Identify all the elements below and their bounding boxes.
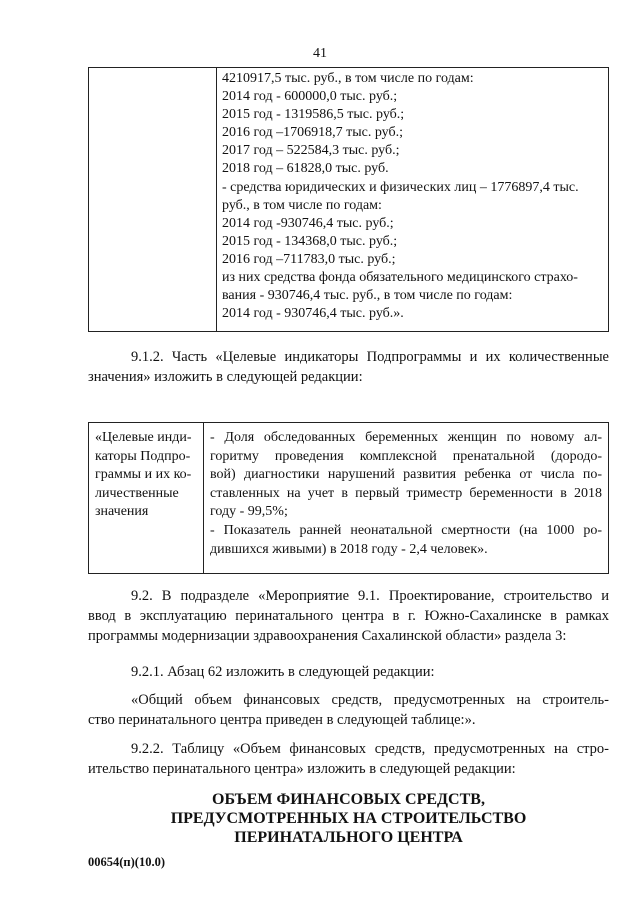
table1-line: 2016 год –711783,0 тыс. руб.; bbox=[222, 251, 396, 267]
table1-line: - средства юридических и физических лиц – 1776897,4 тыс. bbox=[222, 179, 579, 195]
table-row bbox=[89, 423, 609, 574]
table1-line: 2018 год – 61828,0 тыс. руб. bbox=[222, 161, 389, 177]
table1-left-cell bbox=[89, 68, 217, 332]
section-heading bbox=[88, 790, 609, 847]
table1-line: из них средства фонда обязательного медицинского страхо- bbox=[222, 270, 578, 286]
table2-right-line: ставленных на учет в первый триместр беременности в 2018 bbox=[210, 485, 602, 501]
paragraph-line: 9.2. В подразделе «Мероприятие 9.1. Проектирование, строительство и bbox=[131, 588, 609, 604]
table2-right-cell bbox=[204, 423, 609, 574]
table1-line: 4210917,5 тыс. руб., в том числе по годам: bbox=[222, 71, 474, 86]
table1-line: 2014 год - 930746,4 тыс. руб.». bbox=[222, 306, 404, 322]
table1-right-cell bbox=[217, 68, 609, 332]
table1-line: 2014 год - 600000,0 тыс. руб.; bbox=[222, 89, 398, 105]
table2-right-line: - Показатель ранней неонатальной смертности (на 1000 ро- bbox=[210, 522, 602, 538]
paragraph-9-2-1 bbox=[131, 662, 609, 682]
table2-left-line: граммы и их ко- bbox=[95, 467, 192, 483]
table1-line: 2015 год - 134368,0 тыс. руб.; bbox=[222, 233, 398, 249]
page-number: 41 bbox=[313, 46, 327, 61]
table2-right-line: году - 99,5%; bbox=[210, 504, 288, 520]
paragraph-line: 9.2.2. Таблицу «Объем финансовых средств, предусмотренных на стро- bbox=[131, 741, 609, 757]
paragraph-quote bbox=[88, 690, 609, 730]
paragraph-line: программы модернизации здравоохранения Сахалинской области» раздела 3: bbox=[88, 628, 567, 644]
table2-right-line: дившихся живыми) в 2018 году - 2,4 человек». bbox=[210, 541, 488, 557]
table2-left-line: личественные bbox=[95, 485, 179, 501]
table2-left-cell bbox=[89, 423, 204, 574]
paragraph-line: значения» изложить в следующей редакции: bbox=[88, 369, 363, 385]
paragraph-9-2-2 bbox=[88, 739, 609, 779]
table1-line: 2015 год - 1319586,5 тыс. руб.; bbox=[222, 107, 405, 123]
heading-line: ПРЕДУСМОТРЕННЫХ НА СТРОИТЕЛЬСТВО bbox=[170, 810, 527, 827]
table1-line: 2016 год –1706918,7 тыс. руб.; bbox=[222, 125, 403, 141]
paragraph-9-1-2 bbox=[88, 347, 609, 387]
paragraph-line: ство перинатального центра приведен в следующей таблице:». bbox=[88, 712, 476, 728]
financing-table-continuation bbox=[88, 67, 609, 332]
heading-line: ОБЪЕМ ФИНАНСОВЫХ СРЕДСТВ, bbox=[212, 791, 485, 808]
paragraph-line: ительство перинатального центра» изложить в следующей редакции: bbox=[88, 761, 516, 777]
paragraph-line: «Общий объем финансовых средств, предусмотренных на строитель- bbox=[131, 692, 609, 708]
table1-line: 2017 год – 522584,3 тыс. руб.; bbox=[222, 143, 400, 159]
table1-line: вания - 930746,4 тыс. руб., в том числе по годам: bbox=[222, 288, 513, 304]
table1-line: 2014 год -930746,4 тыс. руб.; bbox=[222, 215, 394, 231]
heading-line: ПЕРИНАТАЛЬНОГО ЦЕНТРА bbox=[234, 829, 463, 846]
table-row bbox=[89, 68, 609, 332]
table2-left-line: каторы Подпро- bbox=[95, 448, 191, 464]
paragraph-line: 9.2.1. Абзац 62 изложить в следующей редакции: bbox=[131, 664, 435, 680]
table2-right-line: вой) диагностики нарушений развития ребенка от числа по- bbox=[210, 467, 602, 483]
target-indicators-table bbox=[88, 422, 609, 574]
paragraph-line: ввод в эксплуатацию перинатального центра в г. Южно-Сахалинске в рамках bbox=[88, 608, 609, 624]
table2-left-line: «Целевые инди- bbox=[95, 430, 192, 445]
table2-right-line: горитму проведения комплексной пренатальной (дородо- bbox=[210, 448, 602, 464]
table2-left-line: значения bbox=[95, 504, 149, 520]
table1-line: руб., в том числе по годам: bbox=[222, 197, 382, 213]
paragraph-9-2 bbox=[88, 586, 609, 646]
document-code: 00654(п)(10.0) bbox=[88, 855, 165, 869]
paragraph-line: 9.1.2. Часть «Целевые индикаторы Подпрограммы и их количественные bbox=[131, 349, 609, 365]
table2-right-line: - Доля обследованных беременных женщин по новому ал- bbox=[210, 430, 602, 445]
